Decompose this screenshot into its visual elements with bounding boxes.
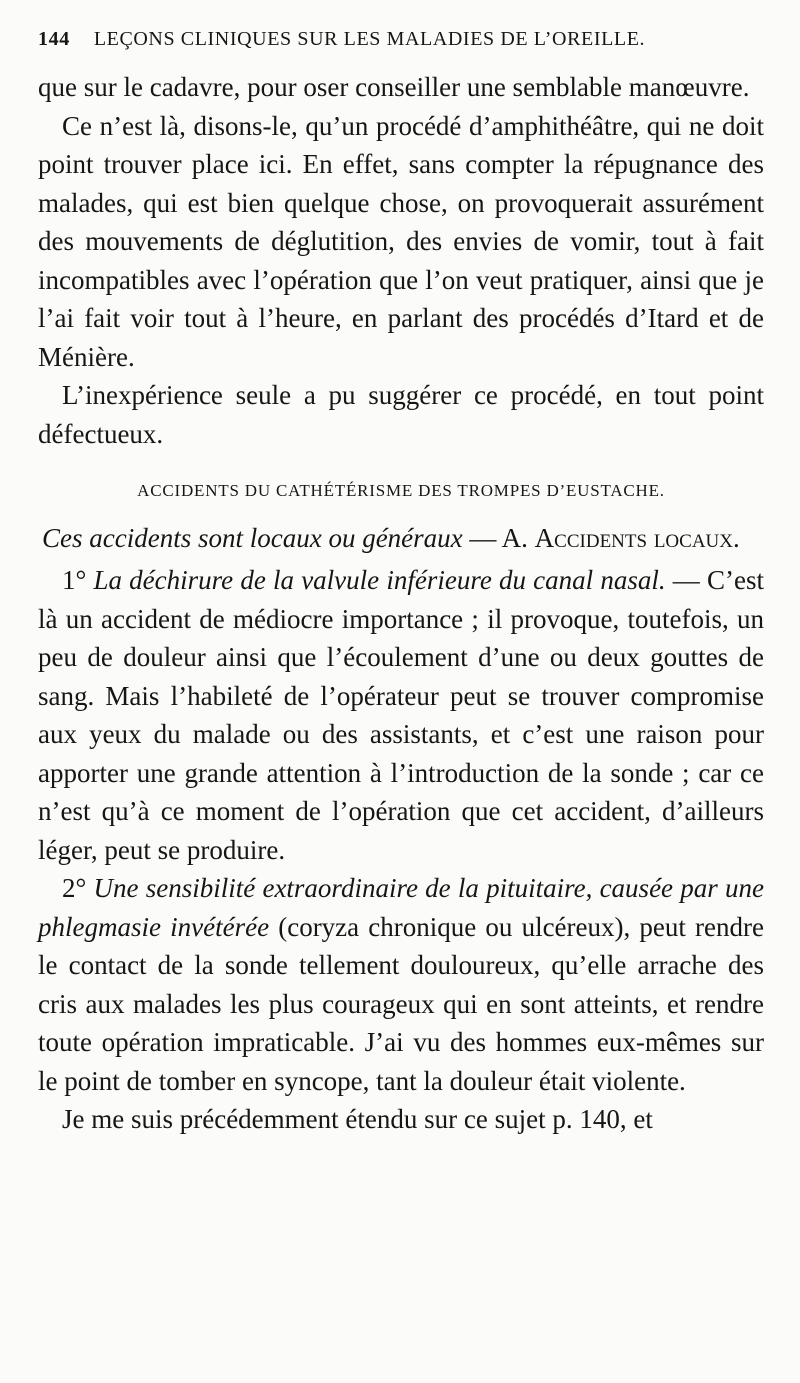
item-1-paragraph [38, 561, 764, 869]
paragraph-closing: Je me suis précédemment étendu sur ce sujet p. 140, et [62, 1104, 653, 1134]
paragraph-inexperience: L’inexpérience seule a pu suggérer ce procédé, en tout point défectueux. [38, 380, 764, 449]
item-2-number: 2° [62, 873, 94, 903]
item-1-number: 1° [62, 565, 94, 595]
item-2-title: Une sensibilité extraordinaire de la pituitaire, causée par une phlegmasie invétérée [38, 873, 764, 942]
section-heading: ACCIDENTS DU CATHÉTÉRISME DES TROMPES D’EUSTACHE. [137, 481, 665, 500]
item-2-text: (coryza chronique ou ulcéreux), peut rendre le contact de la sonde tellement douloureux, qu’elle arrache des cris aux malades les plus courageux qui en sont atteints, et rendre toute opération impraticable. J’ai vu des hommes eux-mêmes sur le point de tomber en syncope, tant la douleur était violente. [38, 911, 765, 1096]
running-head [38, 28, 764, 68]
section-intro-italic: Ces accidents sont locaux ou généraux [42, 523, 463, 553]
section-intro-dash: — A. [462, 523, 535, 553]
paragraph-amphitheatre: Ce n’est là, disons-le, qu’un procédé d’amphithéâtre, qui ne doit point trouver place ici. En effet, sans compter la répugnance des malades, qui est bien quelque chose, on provoquerait assurément des mouvements de déglutition, des envies de vomir, tout à fait incompatibles avec l’opération que l’on veut pratiquer, ainsi que je l’ai fait voir tout à l’heure, en parlant des procédés d’Itard et de Ménière. [38, 110, 764, 372]
section-intro-smallcaps: Accidents locaux. [534, 523, 740, 553]
item-1-text: — C’est là un accident de médiocre importance ; il provoque, toutefois, un peu de douleur ainsi que l’écoulement d’une ou deux gouttes de sang. Mais l’habileté de l’opérateur peut se trouver compromise aux yeux du malade ou des assistants, et c’est une raison pour apporter une grande attention à l’introduction de la sonde ; car ce n’est qu’à ce moment de l’opération que cet accident, d’ailleurs léger, peut se produire. [38, 565, 764, 865]
running-title: LEÇONS CLINIQUES SUR LES MALADIES DE L’OREILLE. [93, 28, 646, 50]
item-1-title: La déchirure de la valvule inférieure du canal nasal. [93, 565, 666, 595]
paragraph-continuation: que sur le cadavre, pour oser conseiller une semblable manœuvre. [38, 72, 750, 102]
item-2-paragraph [38, 869, 764, 1100]
section-intro [42, 519, 764, 557]
page-number: 144 [38, 28, 70, 50]
